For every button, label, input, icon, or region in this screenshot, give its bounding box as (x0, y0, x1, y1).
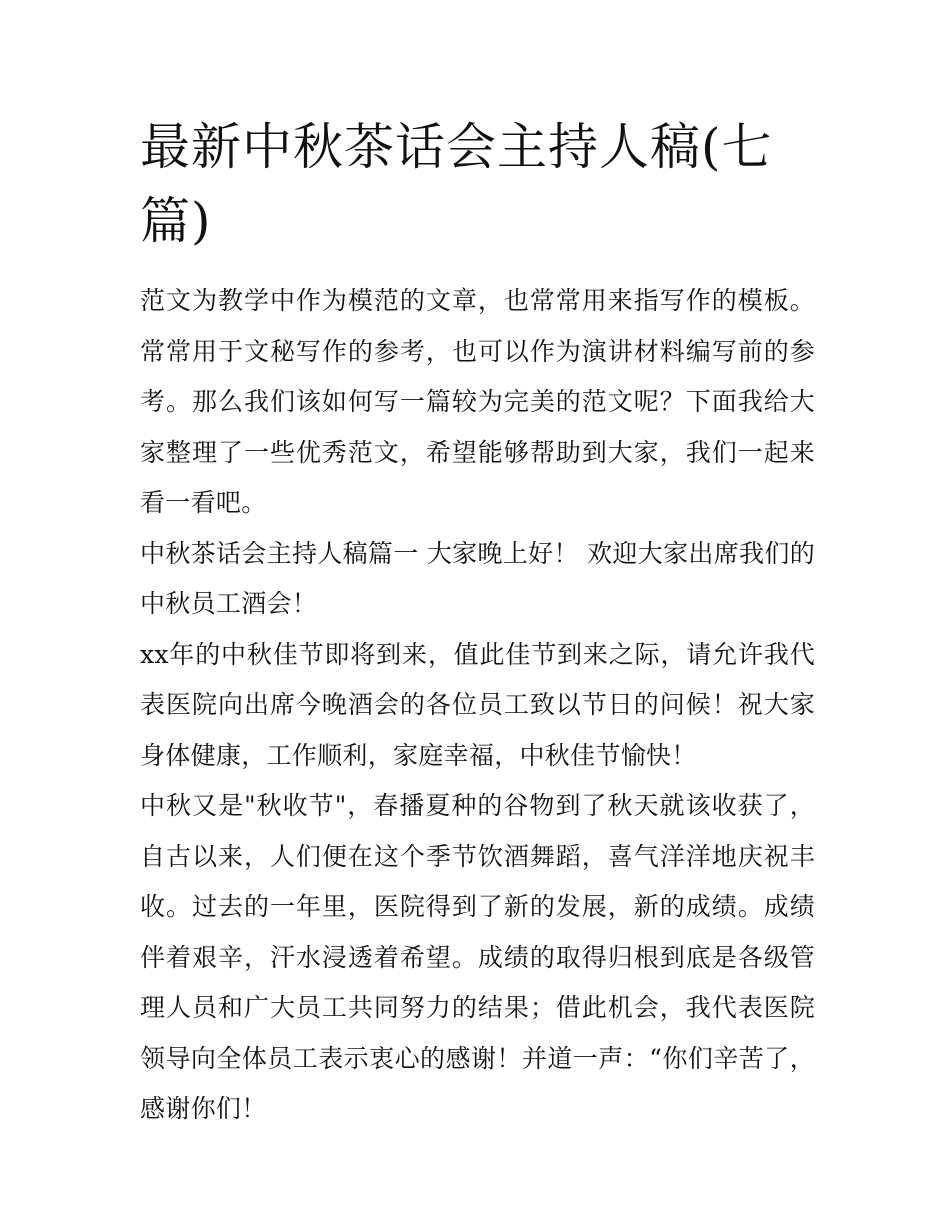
document-title: 最新中秋茶话会主持人稿(七篇) (140, 118, 773, 250)
paragraph-harvest-thanks: 中秋又是"秋收节"，春播夏种的谷物到了秋天就该收获了，自古以来，人们便在这个季节饮酒舞蹈，喜气洋洋地庆祝丰收。过去的一年里，医院得到了新的发展，新的成绩。成绩伴着艰辛，汗水浸透着希望。成绩的取得归根到底是各级管理人员和广大员工共同努力的结果；借此机会，我代表医院领导向全体员工表示衷心的感谢！并道一声：“你们辛苦了，感谢你们！ (140, 791, 815, 1123)
paragraph-intro: 范文为教学中作为模范的文章，也常常用来指写作的模板。常常用于文秘写作的参考，也可以作为演讲材料编写前的参考。那么我们该如何写一篇较为完美的范文呢？下面我给大家整理了一些优秀范文，希望能够帮助到大家，我们一起来看一看吧。 (140, 286, 815, 517)
paragraph-festival-wishes: xx年的中秋佳节即将到来，值此佳节到来之际，请允许我代表医院向出席今晚酒会的各位员工致以节日的问候！祝大家身体健康，工作顺利，家庭幸福，中秋佳节愉快！ (140, 639, 815, 770)
paragraph-greeting: 中秋茶话会主持人稿篇一 大家晚上好！ 欢迎大家出席我们的中秋员工酒会！ (140, 538, 815, 618)
document-page (140, 110, 815, 1135)
